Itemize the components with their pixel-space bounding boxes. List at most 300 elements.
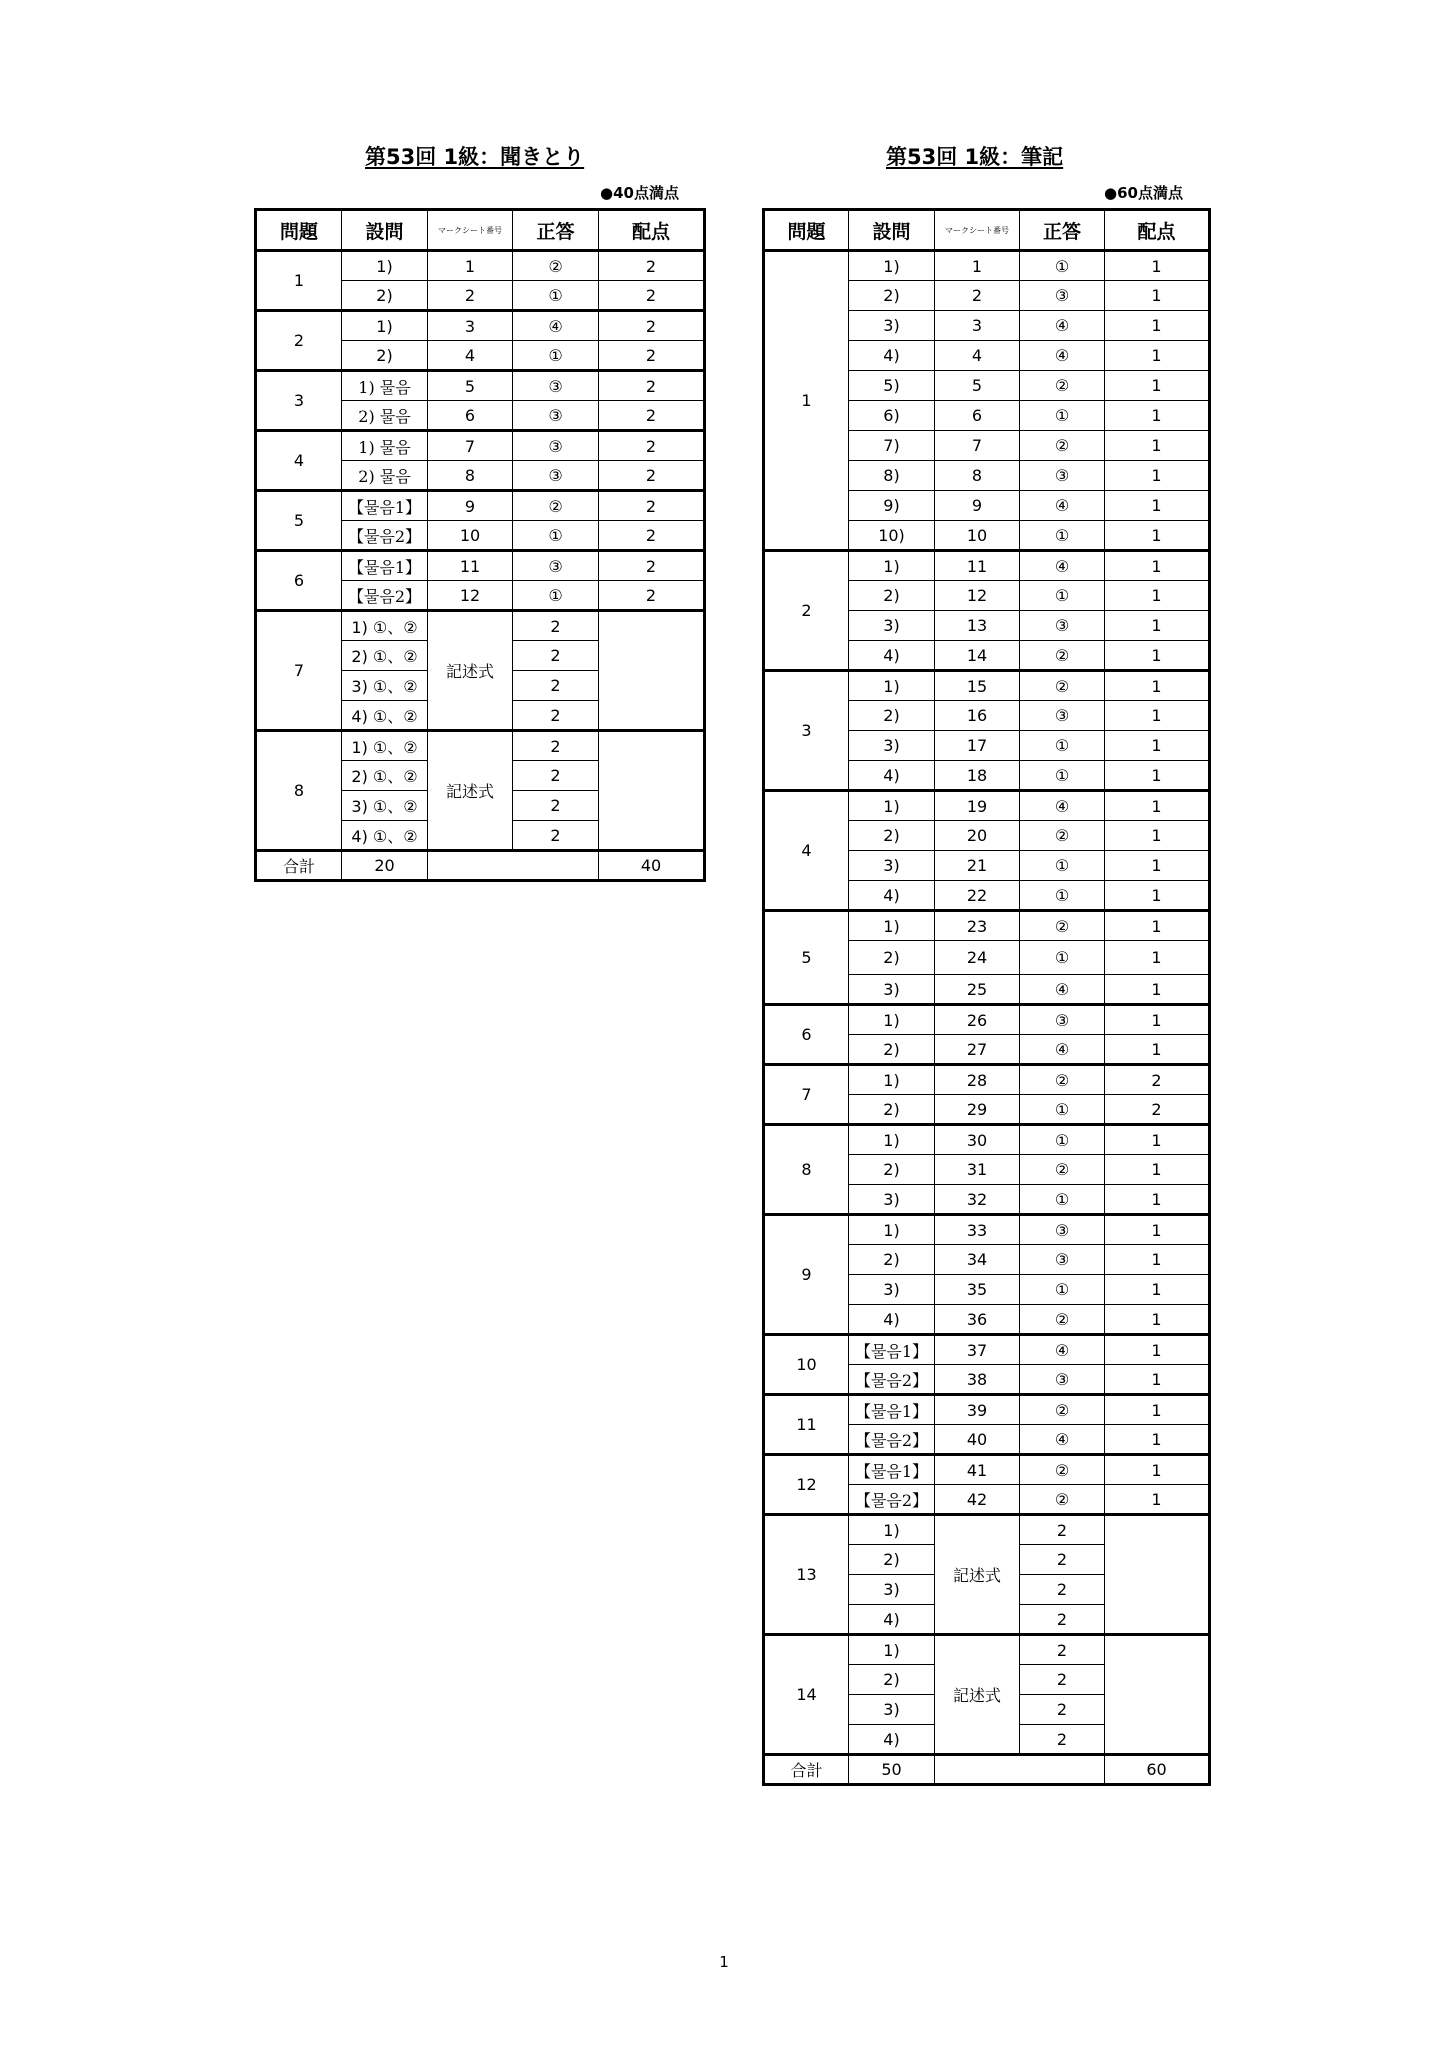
table-row — [256, 431, 705, 461]
mark-sheet-number: 6 — [428, 401, 513, 431]
table-row — [764, 1515, 1210, 1545]
correct-answer: ① — [1020, 881, 1105, 911]
score-cell: 2 — [599, 491, 705, 521]
score-cell: 2 — [1020, 1665, 1105, 1695]
score-cell: 1 — [1105, 641, 1210, 671]
sub-question: 1) — [849, 1515, 935, 1545]
correct-answer: ② — [1020, 1455, 1105, 1485]
mark-sheet-number: 28 — [935, 1065, 1020, 1095]
sub-question: 4) — [849, 341, 935, 371]
mark-sheet-number: 11 — [428, 551, 513, 581]
score-cell: 2 — [599, 371, 705, 401]
correct-answer: ③ — [1020, 281, 1105, 311]
sub-question: 5) — [849, 371, 935, 401]
question-number: 14 — [764, 1635, 849, 1755]
correct-answer: ① — [513, 341, 599, 371]
correct-answer: ③ — [513, 461, 599, 491]
correct-answer: ① — [1020, 1275, 1105, 1305]
score-cell: 2 — [599, 581, 705, 611]
question-number: 9 — [764, 1215, 849, 1335]
correct-answer: ④ — [1020, 1035, 1105, 1065]
correct-answer: ② — [513, 251, 599, 281]
correct-answer: ② — [1020, 1305, 1105, 1335]
score-cell: 1 — [1105, 1365, 1210, 1395]
mark-sheet-number: 7 — [428, 431, 513, 461]
question-number: 4 — [256, 431, 342, 491]
score-cell: 2 — [599, 431, 705, 461]
score-cell: 1 — [1105, 1035, 1210, 1065]
question-number: 5 — [764, 911, 849, 1005]
correct-answer: ② — [1020, 1485, 1105, 1515]
mark-sheet-number: 18 — [935, 761, 1020, 791]
mark-sheet-number: 34 — [935, 1245, 1020, 1275]
correct-answer: ④ — [1020, 1425, 1105, 1455]
score-cell: 1 — [1105, 1245, 1210, 1275]
correct-answer: ② — [1020, 911, 1105, 941]
score-cell: 2 — [513, 671, 599, 701]
mark-sheet-number: 40 — [935, 1425, 1020, 1455]
sub-question: 【물음1】 — [849, 1455, 935, 1485]
sub-question: 3) ①、② — [342, 671, 428, 701]
correct-answer: ① — [1020, 401, 1105, 431]
correct-answer: ① — [513, 581, 599, 611]
sub-question: 4) — [849, 1725, 935, 1755]
correct-answer: ② — [1020, 371, 1105, 401]
total-label: 合計 — [256, 851, 342, 881]
score-cell: 1 — [1105, 1185, 1210, 1215]
correct-answer: ③ — [513, 401, 599, 431]
mark-sheet-number: 31 — [935, 1155, 1020, 1185]
mark-sheet-number: 41 — [935, 1455, 1020, 1485]
score-cell: 1 — [1105, 761, 1210, 791]
score-cell: 1 — [1105, 1155, 1210, 1185]
sub-question: 10) — [849, 521, 935, 551]
correct-answer: ① — [1020, 1125, 1105, 1155]
correct-answer: ④ — [1020, 975, 1105, 1005]
question-number: 1 — [256, 251, 342, 311]
sub-question: 1) — [849, 1005, 935, 1035]
correct-answer: ① — [513, 281, 599, 311]
correct-answer: ④ — [1020, 551, 1105, 581]
table-row — [764, 1065, 1210, 1095]
mark-sheet-number: 1 — [428, 251, 513, 281]
sub-question: 1) — [849, 1635, 935, 1665]
score-cell: 1 — [1105, 1395, 1210, 1425]
score-cell: 2 — [1020, 1725, 1105, 1755]
score-cell: 2 — [1105, 1095, 1210, 1125]
sub-question: 【물음2】 — [342, 521, 428, 551]
mark-sheet-number: 7 — [935, 431, 1020, 461]
sub-question: 【물음1】 — [342, 551, 428, 581]
question-number: 12 — [764, 1455, 849, 1515]
written-answer-label: 記述式 — [935, 1515, 1020, 1635]
listening-title: 第53回 1級：聞きとり — [365, 145, 585, 169]
question-number: 6 — [256, 551, 342, 611]
table-row — [764, 671, 1210, 701]
correct-answer: ④ — [1020, 491, 1105, 521]
sub-question: 1) — [849, 251, 935, 281]
score-cell: 2 — [599, 281, 705, 311]
sub-question: 2) — [849, 1545, 935, 1575]
score-cell: 2 — [1020, 1695, 1105, 1725]
mark-sheet-number: 1 — [935, 251, 1020, 281]
written-answer-label: 記述式 — [428, 611, 513, 731]
sub-question: 3) — [849, 1575, 935, 1605]
sub-question: 【물음1】 — [849, 1395, 935, 1425]
mark-sheet-number: 9 — [935, 491, 1020, 521]
sub-question: 1) — [849, 1065, 935, 1095]
correct-answer: ① — [1020, 251, 1105, 281]
mark-sheet-number: 9 — [428, 491, 513, 521]
score-cell: 1 — [1105, 611, 1210, 641]
score-cell: 2 — [599, 311, 705, 341]
table-row — [764, 1635, 1210, 1665]
question-number: 13 — [764, 1515, 849, 1635]
sub-question: 6) — [849, 401, 935, 431]
correct-answer: ③ — [513, 551, 599, 581]
sub-question: 【물음2】 — [849, 1485, 935, 1515]
score-cell: 1 — [1105, 881, 1210, 911]
total-row — [256, 851, 705, 881]
sub-question: 【물음1】 — [342, 491, 428, 521]
mark-sheet-number: 17 — [935, 731, 1020, 761]
score-cell: 1 — [1105, 791, 1210, 821]
table-row — [256, 551, 705, 581]
total-blank — [428, 851, 599, 881]
mark-sheet-number: 5 — [428, 371, 513, 401]
sub-question: 8) — [849, 461, 935, 491]
score-cell: 1 — [1105, 341, 1210, 371]
mark-sheet-number: 38 — [935, 1365, 1020, 1395]
table-row — [256, 731, 705, 761]
sub-question: 2) 물음 — [342, 461, 428, 491]
question-number: 10 — [764, 1335, 849, 1395]
mark-sheet-number: 37 — [935, 1335, 1020, 1365]
mark-sheet-number: 14 — [935, 641, 1020, 671]
table-row — [256, 251, 705, 281]
score-cell: 1 — [1105, 911, 1210, 941]
score-cell: 2 — [1020, 1545, 1105, 1575]
score-cell: 1 — [1105, 1125, 1210, 1155]
total-points: 60 — [1105, 1755, 1210, 1785]
mark-sheet-number: 10 — [428, 521, 513, 551]
sub-question: 1) — [342, 311, 428, 341]
sub-question: 1) ①、② — [342, 731, 428, 761]
mark-sheet-number: 36 — [935, 1305, 1020, 1335]
mark-sheet-number: 33 — [935, 1215, 1020, 1245]
score-cell: 1 — [1105, 251, 1210, 281]
header-row — [256, 210, 705, 251]
correct-answer: ③ — [1020, 1245, 1105, 1275]
correct-answer: ③ — [1020, 611, 1105, 641]
sub-question: 1) — [849, 1125, 935, 1155]
mark-sheet-number: 10 — [935, 521, 1020, 551]
question-number: 5 — [256, 491, 342, 551]
total-question-count: 50 — [849, 1755, 935, 1785]
question-number: 1 — [764, 251, 849, 551]
total-row — [764, 1755, 1210, 1785]
score-cell: 1 — [1105, 975, 1210, 1005]
mark-sheet-number: 21 — [935, 851, 1020, 881]
mark-sheet-number: 42 — [935, 1485, 1020, 1515]
written-answer-label: 記述式 — [935, 1635, 1020, 1755]
sub-question: 1) — [849, 911, 935, 941]
sub-question: 3) — [849, 1185, 935, 1215]
sub-question: 3) — [849, 1275, 935, 1305]
mark-sheet-number: 30 — [935, 1125, 1020, 1155]
writing-max-score: ●60点満点 — [1104, 184, 1183, 202]
column-header: 正答 — [513, 210, 599, 251]
mark-sheet-number: 2 — [428, 281, 513, 311]
mark-sheet-number: 13 — [935, 611, 1020, 641]
sub-question: 3) ①、② — [342, 791, 428, 821]
score-cell: 1 — [1105, 1485, 1210, 1515]
score-cell: 2 — [1020, 1575, 1105, 1605]
correct-answer: ② — [1020, 1395, 1105, 1425]
mark-sheet-number: 35 — [935, 1275, 1020, 1305]
correct-answer: ① — [1020, 521, 1105, 551]
mark-sheet-number: 3 — [428, 311, 513, 341]
table-row — [764, 1125, 1210, 1155]
written-answer-label: 記述式 — [428, 731, 513, 851]
column-header: 問題 — [764, 210, 849, 251]
column-header: 問題 — [256, 210, 342, 251]
column-header: マークシート番号 — [935, 210, 1020, 251]
mark-sheet-number: 6 — [935, 401, 1020, 431]
correct-answer: ④ — [1020, 311, 1105, 341]
mark-sheet-number: 19 — [935, 791, 1020, 821]
mark-sheet-number: 23 — [935, 911, 1020, 941]
sub-question: 1) — [849, 1215, 935, 1245]
score-cell: 2 — [513, 641, 599, 671]
score-cell: 1 — [1105, 1275, 1210, 1305]
score-cell: 2 — [1020, 1635, 1105, 1665]
question-number: 4 — [764, 791, 849, 911]
correct-answer: ② — [1020, 431, 1105, 461]
question-number: 7 — [256, 611, 342, 731]
sub-question: 2) ①、② — [342, 761, 428, 791]
correct-answer: ① — [1020, 581, 1105, 611]
sub-question: 3) — [849, 731, 935, 761]
mark-sheet-number: 3 — [935, 311, 1020, 341]
mark-sheet-number: 5 — [935, 371, 1020, 401]
sub-question: 4) — [849, 761, 935, 791]
sub-question: 1) — [849, 671, 935, 701]
mark-sheet-number: 29 — [935, 1095, 1020, 1125]
table-row — [764, 1335, 1210, 1365]
table-row — [256, 371, 705, 401]
score-cell: 1 — [1105, 311, 1210, 341]
correct-answer: ④ — [1020, 341, 1105, 371]
mark-sheet-number: 24 — [935, 941, 1020, 975]
score-cell: 1 — [1105, 461, 1210, 491]
table-row — [764, 1215, 1210, 1245]
correct-answer: ② — [1020, 641, 1105, 671]
score-cell: 2 — [599, 461, 705, 491]
sub-question: 1) 물음 — [342, 431, 428, 461]
correct-answer: ③ — [513, 431, 599, 461]
mark-sheet-number: 15 — [935, 671, 1020, 701]
table-row — [764, 251, 1210, 281]
writing-answer-table — [762, 208, 1211, 1786]
question-number: 6 — [764, 1005, 849, 1065]
correct-answer: ① — [1020, 1095, 1105, 1125]
sub-question: 3) — [849, 611, 935, 641]
table-row — [256, 311, 705, 341]
sub-question: 1) 물음 — [342, 371, 428, 401]
question-number: 11 — [764, 1395, 849, 1455]
score-cell: 1 — [1105, 1305, 1210, 1335]
table-row — [764, 791, 1210, 821]
sub-question: 2) — [342, 341, 428, 371]
score-cell: 1 — [1105, 671, 1210, 701]
score-cell: 2 — [599, 521, 705, 551]
score-cell: 1 — [1105, 731, 1210, 761]
mark-sheet-number: 12 — [428, 581, 513, 611]
sub-question: 4) ①、② — [342, 701, 428, 731]
mark-sheet-number: 4 — [935, 341, 1020, 371]
correct-answer: ① — [513, 521, 599, 551]
score-cell: 1 — [1105, 401, 1210, 431]
score-cell: 2 — [599, 551, 705, 581]
score-cell: 1 — [1105, 581, 1210, 611]
correct-answer: ① — [1020, 851, 1105, 881]
mark-sheet-number: 12 — [935, 581, 1020, 611]
correct-answer: ② — [513, 491, 599, 521]
sub-question: 2) — [849, 1095, 935, 1125]
score-cell: 1 — [1105, 281, 1210, 311]
score-cell: 1 — [1105, 1455, 1210, 1485]
correct-answer: ③ — [1020, 461, 1105, 491]
score-cell: 2 — [513, 761, 599, 791]
mark-sheet-number: 16 — [935, 701, 1020, 731]
score-cell: 1 — [1105, 551, 1210, 581]
sub-question: 1) — [342, 251, 428, 281]
mark-sheet-number: 4 — [428, 341, 513, 371]
correct-answer: ② — [1020, 671, 1105, 701]
column-header: 設問 — [849, 210, 935, 251]
column-header: マークシート番号 — [428, 210, 513, 251]
mark-sheet-number: 22 — [935, 881, 1020, 911]
mark-sheet-number: 32 — [935, 1185, 1020, 1215]
score-cell: 1 — [1105, 521, 1210, 551]
sub-question: 3) — [849, 975, 935, 1005]
score-cell: 1 — [1105, 821, 1210, 851]
score-cell: 2 — [513, 701, 599, 731]
sub-question: 1) — [849, 791, 935, 821]
listening-answer-table — [254, 208, 706, 882]
table-row — [764, 1455, 1210, 1485]
score-cell: 1 — [1105, 1335, 1210, 1365]
score-cell: 1 — [1105, 941, 1210, 975]
sub-question: 4) — [849, 1605, 935, 1635]
mark-sheet-number: 2 — [935, 281, 1020, 311]
sub-question: 4) — [849, 641, 935, 671]
score-cell: 2 — [1020, 1515, 1105, 1545]
sub-question: 2) — [849, 701, 935, 731]
sub-question: 【물음2】 — [849, 1425, 935, 1455]
score-cell: 2 — [513, 731, 599, 761]
table-row — [764, 1395, 1210, 1425]
score-cell: 1 — [1105, 1215, 1210, 1245]
question-number: 8 — [256, 731, 342, 851]
column-header: 正答 — [1020, 210, 1105, 251]
question-number: 7 — [764, 1065, 849, 1125]
correct-answer: ④ — [1020, 1335, 1105, 1365]
correct-answer: ③ — [1020, 701, 1105, 731]
correct-answer: ① — [1020, 1185, 1105, 1215]
correct-answer: ③ — [1020, 1215, 1105, 1245]
score-cell: 2 — [1105, 1065, 1210, 1095]
total-label: 合計 — [764, 1755, 849, 1785]
sub-question: 2) — [342, 281, 428, 311]
sub-question: 2) — [849, 821, 935, 851]
sub-question: 2) — [849, 1035, 935, 1065]
mark-sheet-number: 39 — [935, 1395, 1020, 1425]
score-cell: 2 — [599, 251, 705, 281]
score-cell: 1 — [1105, 491, 1210, 521]
mark-sheet-number: 25 — [935, 975, 1020, 1005]
mark-sheet-number: 11 — [935, 551, 1020, 581]
sub-question: 1) — [849, 551, 935, 581]
score-cell: 2 — [513, 791, 599, 821]
sub-question: 2) — [849, 1155, 935, 1185]
question-number: 2 — [764, 551, 849, 671]
score-cell: 2 — [1020, 1605, 1105, 1635]
listening-max-score: ●40点満点 — [600, 184, 679, 202]
header-row — [764, 210, 1210, 251]
score-cell: 1 — [1105, 1005, 1210, 1035]
table-row — [256, 611, 705, 641]
sub-question: 9) — [849, 491, 935, 521]
correct-answer: ② — [1020, 1155, 1105, 1185]
sub-question: 4) ①、② — [342, 821, 428, 851]
column-header: 配点 — [1105, 210, 1210, 251]
score-cell: 1 — [1105, 701, 1210, 731]
correct-answer: ② — [1020, 1065, 1105, 1095]
sub-question: 3) — [849, 311, 935, 341]
sub-question: 3) — [849, 851, 935, 881]
score-cell: 2 — [513, 821, 599, 851]
total-question-count: 20 — [342, 851, 428, 881]
correct-answer: ③ — [1020, 1365, 1105, 1395]
mark-sheet-number: 8 — [935, 461, 1020, 491]
mark-sheet-number: 27 — [935, 1035, 1020, 1065]
sub-question: 【물음1】 — [849, 1335, 935, 1365]
score-cell: 2 — [599, 341, 705, 371]
table-row — [764, 1005, 1210, 1035]
total-blank — [935, 1755, 1105, 1785]
sub-question: 【물음2】 — [849, 1365, 935, 1395]
correct-answer: ② — [1020, 821, 1105, 851]
mark-sheet-number: 8 — [428, 461, 513, 491]
sub-question: 2) ①、② — [342, 641, 428, 671]
score-cell: 1 — [1105, 1425, 1210, 1455]
score-cell: 1 — [1105, 431, 1210, 461]
correct-answer: ① — [1020, 731, 1105, 761]
sub-question: 2) 물음 — [342, 401, 428, 431]
correct-answer: ③ — [513, 371, 599, 401]
question-number: 3 — [764, 671, 849, 791]
sub-question: 2) — [849, 941, 935, 975]
sub-question: 3) — [849, 1695, 935, 1725]
question-number: 3 — [256, 371, 342, 431]
sub-question: 4) — [849, 1305, 935, 1335]
correct-answer: ① — [1020, 941, 1105, 975]
score-cell: 1 — [1105, 851, 1210, 881]
column-header: 設問 — [342, 210, 428, 251]
total-points: 40 — [599, 851, 705, 881]
